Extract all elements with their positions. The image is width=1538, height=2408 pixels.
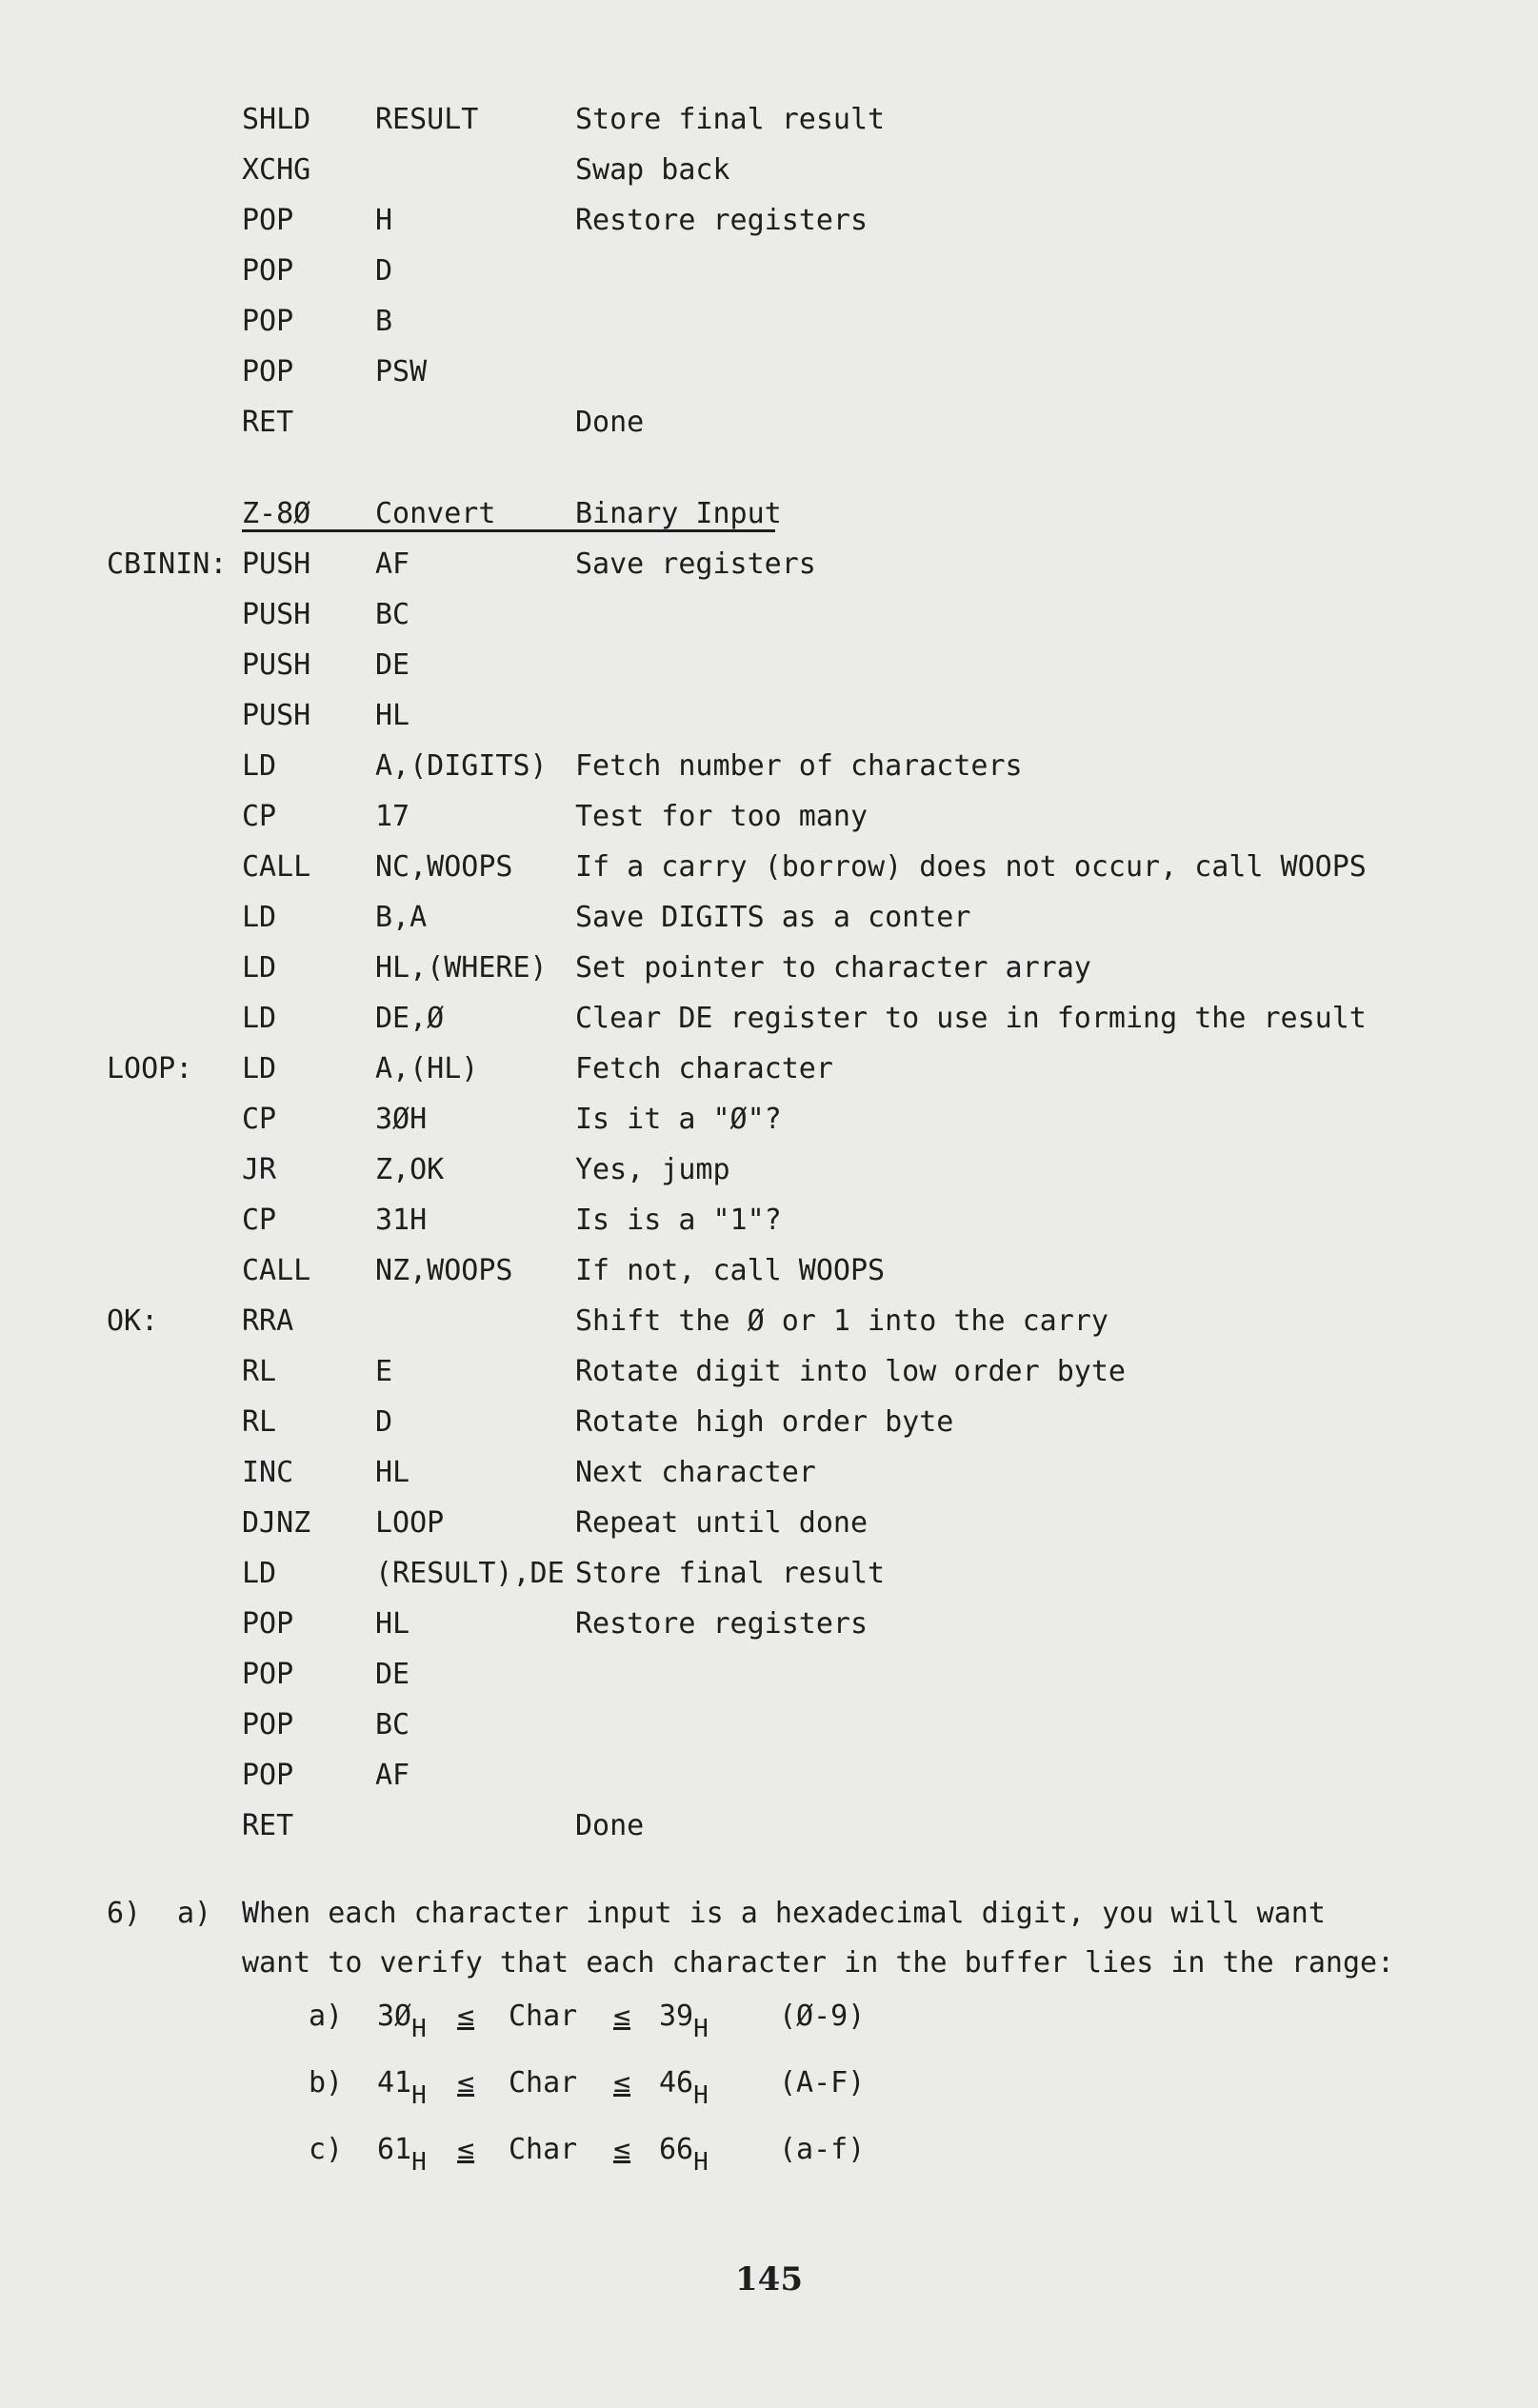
question-number: 6) — [107, 1897, 142, 1930]
code-comment: Save registers — [575, 547, 816, 581]
subscript-hex: H — [411, 2081, 427, 2110]
subscript-hex: H — [693, 2081, 709, 2110]
code-line — [0, 1246, 1538, 1296]
code-comment: Store final result — [575, 103, 886, 136]
range-le-2 — [613, 2121, 630, 2179]
range-item — [0, 2121, 1538, 2179]
code-line — [0, 1448, 1538, 1498]
range-low — [377, 1988, 427, 2046]
code-operand: HL — [375, 699, 410, 732]
code-line — [0, 1499, 1538, 1548]
range-high — [659, 1988, 709, 2046]
code-comment: Rotate high order byte — [575, 1405, 954, 1439]
code-operand: B — [375, 305, 393, 338]
range-note — [779, 1988, 865, 2045]
code-line — [0, 944, 1538, 993]
code-operand: DE,Ø — [375, 1002, 445, 1035]
code-operand: A,(DIGITS) — [375, 749, 548, 783]
code-operand: DE — [375, 1658, 410, 1691]
range-char-text: Char — [509, 2066, 578, 2100]
range-le-1-text: ≤ — [457, 2000, 475, 2033]
subscript-hex: H — [693, 2015, 709, 2043]
code-line — [0, 994, 1538, 1044]
code-operand: NZ,WOOPS — [375, 1254, 513, 1287]
subscript-hex: H — [411, 2148, 427, 2177]
range-tag-text: b) — [309, 2066, 344, 2100]
code-line — [0, 1398, 1538, 1447]
code-comment: Store final result — [575, 1557, 886, 1590]
code-line — [0, 196, 1538, 246]
range-char-text: Char — [509, 2133, 578, 2166]
range-low — [377, 2055, 427, 2113]
code-comment: Test for too many — [575, 800, 869, 833]
code-comment: Done — [575, 406, 645, 439]
code-operand: HL — [375, 1456, 410, 1489]
code-opcode: JR — [242, 1153, 277, 1186]
code-comment: Set pointer to character array — [575, 951, 1091, 985]
range-tag — [309, 2121, 343, 2179]
code-comment: Shift the Ø or 1 into the carry — [575, 1304, 1109, 1338]
code-line — [0, 1145, 1538, 1195]
code-line — [0, 1650, 1538, 1700]
range-item — [0, 1988, 1538, 2045]
code-opcode: POP — [242, 1658, 294, 1691]
range-tag-text: a) — [309, 2000, 344, 2033]
code-operand: Z,OK — [375, 1153, 445, 1186]
code-operand: 17 — [375, 800, 410, 833]
code-opcode: PUSH — [242, 547, 311, 581]
code-line — [0, 1045, 1538, 1094]
range-tag — [309, 1988, 343, 2045]
code-line — [0, 691, 1538, 741]
question-line-2: want to verify that each character in the buffer lies in the range: — [242, 1946, 1395, 1980]
code-comment: If a carry (borrow) does not occur, call WOOPS — [575, 850, 1367, 884]
code-opcode: XCHG — [242, 153, 311, 187]
code-comment: Restore registers — [575, 1607, 869, 1641]
range-char — [509, 2121, 577, 2179]
code-label: CBININ: — [107, 547, 228, 581]
code-opcode: RL — [242, 1405, 277, 1439]
code-line — [0, 1600, 1538, 1649]
code-line — [0, 843, 1538, 892]
range-note-text: (A-F) — [779, 2066, 866, 2100]
code-opcode: RRA — [242, 1304, 294, 1338]
range-le-2-text: ≤ — [613, 2133, 631, 2166]
code-line — [0, 893, 1538, 943]
code-opcode: LD — [242, 951, 277, 985]
code-opcode: POP — [242, 254, 294, 288]
code-opcode: POP — [242, 204, 294, 237]
code-opcode: CALL — [242, 1254, 311, 1287]
code-operand: H — [375, 204, 393, 237]
code-comment: Swap back — [575, 153, 730, 187]
code-line — [0, 1751, 1538, 1801]
code-line — [0, 247, 1538, 296]
code-label: OK: — [107, 1304, 159, 1338]
code-operand: BC — [375, 1708, 410, 1741]
code-opcode: PUSH — [242, 699, 311, 732]
code-opcode: CP — [242, 1103, 277, 1136]
question-line-1: When each character input is a hexadecimal digit, you will want — [242, 1897, 1326, 1930]
range-le-1 — [457, 1988, 474, 2045]
code-operand: RESULT — [375, 103, 479, 136]
code-opcode: RET — [242, 406, 294, 439]
code-line — [0, 1801, 1538, 1851]
code-comment: Fetch character — [575, 1052, 833, 1085]
code-operand: A,(HL) — [375, 1052, 479, 1085]
code-opcode: POP — [242, 1607, 294, 1641]
code-opcode: RL — [242, 1355, 277, 1388]
code-comment: Yes, jump — [575, 1153, 730, 1186]
code-operand: (RESULT),DE — [375, 1557, 565, 1590]
range-le-1-text: ≤ — [457, 2133, 475, 2166]
code-operand: DE — [375, 648, 410, 682]
range-le-2-text: ≤ — [613, 2000, 631, 2033]
code-comment: Repeat until done — [575, 1506, 869, 1540]
code-line — [0, 348, 1538, 397]
range-tag — [309, 2055, 343, 2112]
question-part: a) — [177, 1897, 212, 1930]
page-number: 145 — [735, 2260, 803, 2299]
code-operand: D — [375, 1405, 393, 1439]
range-tag-text: c) — [309, 2133, 344, 2166]
code-operand: D — [375, 254, 393, 288]
code-opcode: DJNZ — [242, 1506, 311, 1540]
code-opcode: CP — [242, 1204, 277, 1237]
code-opcode: INC — [242, 1456, 294, 1489]
header-col2: Convert — [375, 497, 496, 530]
range-char — [509, 2055, 577, 2112]
header-col1: Z-8Ø — [242, 497, 311, 530]
code-opcode: LD — [242, 1557, 277, 1590]
code-comment: Is it a "Ø"? — [575, 1103, 782, 1136]
range-low-text: 41 — [377, 2066, 412, 2100]
code-operand: 31H — [375, 1204, 428, 1237]
code-operand: 3ØH — [375, 1103, 428, 1136]
range-le-1-text: ≤ — [457, 2066, 475, 2100]
code-line — [0, 146, 1538, 195]
code-opcode: POP — [242, 1708, 294, 1741]
range-high-text: 46 — [659, 2066, 694, 2100]
code-line — [0, 398, 1538, 448]
code-operand: HL,(WHERE) — [375, 951, 548, 985]
code-operand: PSW — [375, 355, 428, 388]
code-line — [0, 1549, 1538, 1599]
code-comment: Done — [575, 1809, 645, 1842]
range-note — [779, 2121, 865, 2179]
code-line — [0, 590, 1538, 640]
code-label: LOOP: — [107, 1052, 193, 1085]
code-line — [0, 297, 1538, 347]
range-low — [377, 2121, 427, 2179]
code-comment: Next character — [575, 1456, 816, 1489]
range-le-2-text: ≤ — [613, 2066, 631, 2100]
code-operand: LOOP — [375, 1506, 445, 1540]
code-comment: Is is a "1"? — [575, 1204, 782, 1237]
range-high — [659, 2055, 709, 2113]
code-opcode: PUSH — [242, 598, 311, 631]
code-comment: If not, call WOOPS — [575, 1254, 886, 1287]
range-item — [0, 2055, 1538, 2112]
range-note-text: (a-f) — [779, 2133, 866, 2166]
range-note-text: (Ø-9) — [779, 2000, 866, 2033]
subscript-hex: H — [693, 2148, 709, 2177]
code-operand: B,A — [375, 901, 428, 934]
code-opcode: RET — [242, 1809, 294, 1842]
code-opcode: POP — [242, 355, 294, 388]
code-opcode: LD — [242, 1052, 277, 1085]
subscript-hex: H — [411, 2015, 427, 2043]
range-char-text: Char — [509, 2000, 578, 2033]
code-operand: AF — [375, 1759, 410, 1792]
code-opcode: LD — [242, 749, 277, 783]
code-operand: BC — [375, 598, 410, 631]
code-opcode: POP — [242, 305, 294, 338]
code-comment: Clear DE register to use in forming the result — [575, 1002, 1367, 1035]
code-opcode: PUSH — [242, 648, 311, 682]
code-operand: HL — [375, 1607, 410, 1641]
code-line — [0, 1297, 1538, 1346]
range-note — [779, 2055, 865, 2112]
code-line — [0, 641, 1538, 690]
code-opcode: POP — [242, 1759, 294, 1792]
range-high — [659, 2121, 709, 2179]
range-low-text: 61 — [377, 2133, 412, 2166]
range-char — [509, 1988, 577, 2045]
code-line — [0, 1196, 1538, 1245]
code-opcode: CALL — [242, 850, 311, 884]
code-opcode: LD — [242, 1002, 277, 1035]
range-low-text: 3Ø — [377, 2000, 412, 2033]
code-line — [0, 1347, 1538, 1397]
header-underline — [242, 529, 775, 532]
range-le-2 — [613, 2055, 630, 2112]
code-line — [0, 1701, 1538, 1750]
code-comment: Save DIGITS as a conter — [575, 901, 971, 934]
range-le-2 — [613, 1988, 630, 2045]
range-high-text: 39 — [659, 2000, 694, 2033]
code-opcode: CP — [242, 800, 277, 833]
range-le-1 — [457, 2121, 474, 2179]
code-comment: Restore registers — [575, 204, 869, 237]
code-comment: Fetch number of characters — [575, 749, 1023, 783]
code-line — [0, 742, 1538, 791]
code-operand: NC,WOOPS — [375, 850, 513, 884]
range-high-text: 66 — [659, 2133, 694, 2166]
code-line — [0, 540, 1538, 589]
code-line — [0, 95, 1538, 145]
code-operand: AF — [375, 547, 410, 581]
code-operand: E — [375, 1355, 393, 1388]
code-opcode: SHLD — [242, 103, 311, 136]
code-comment: Rotate digit into low order byte — [575, 1355, 1126, 1388]
header-col3: Binary Input — [575, 497, 782, 530]
code-line — [0, 1095, 1538, 1144]
code-opcode: LD — [242, 901, 277, 934]
range-le-1 — [457, 2055, 474, 2112]
code-line — [0, 792, 1538, 842]
